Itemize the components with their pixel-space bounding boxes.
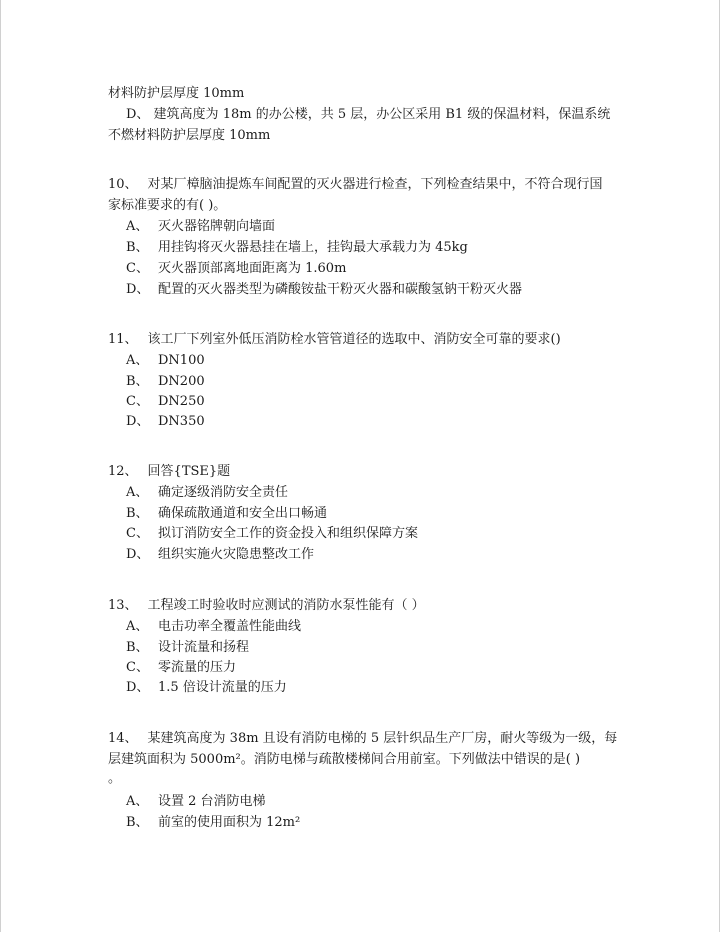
- question-10-option-a: [126, 218, 275, 236]
- option-text: 零流量的压力: [158, 660, 237, 675]
- option-letter: B、: [126, 240, 149, 255]
- question-10-option-c: [126, 260, 346, 278]
- question-stem: 工程竣工时验收时应测试的消防水泵性能有（ ）: [147, 598, 425, 613]
- question-12-option-a: [126, 484, 288, 502]
- option-letter: A、: [126, 794, 149, 809]
- option-letter: A、: [126, 485, 149, 500]
- option-text: 灭火器铭牌朝向墙面: [158, 219, 276, 234]
- option-text: 确定逐级消防安全责任: [158, 485, 289, 500]
- intro-line: 材料防护层厚度 10mm: [108, 86, 245, 101]
- option-letter: B、: [126, 640, 149, 655]
- question-14-option-b: [126, 814, 300, 832]
- option-text: 灭火器顶部离地面距离为 1.60m: [158, 261, 347, 276]
- question-stem: 回答{TSE}题: [147, 464, 231, 479]
- question-11-option-b: [126, 373, 205, 391]
- question-14-stem-line1: [108, 730, 617, 748]
- question-10-option-b: [126, 239, 468, 257]
- question-13-option-a: [126, 618, 301, 636]
- option-text: 电击功率全覆盖性能曲线: [158, 619, 302, 634]
- option-letter: A、: [126, 219, 149, 234]
- option-letter: C、: [126, 660, 149, 675]
- question-12-option-b: [126, 505, 327, 523]
- option-text: DN100: [158, 353, 205, 368]
- option-letter: A、: [126, 353, 149, 368]
- question-number: 12、: [108, 464, 138, 479]
- question-14-stem-line3: 。: [108, 771, 122, 786]
- option-text: 前室的使用面积为 12m²: [158, 815, 301, 830]
- question-11-option-d: [126, 413, 205, 431]
- option-letter: D、: [126, 680, 150, 695]
- question-number: 10、: [108, 177, 138, 192]
- option-letter: D、: [126, 547, 150, 562]
- question-number: 14、: [108, 731, 138, 746]
- option-text: 设置 2 台消防电梯: [158, 794, 266, 809]
- option-text: 设计流量和扬程: [158, 640, 250, 655]
- question-13-option-b: [126, 639, 249, 657]
- question-14-option-a: [126, 793, 266, 811]
- question-10-stem-line2: 家标准要求的有( )。: [108, 198, 227, 213]
- option-text: 组织实施火灾隐患整改工作: [158, 547, 315, 562]
- intro-option-d-line2: 不燃材料防护层厚度 10mm: [108, 128, 271, 143]
- option-text: 1.5 倍设计流量的压力: [158, 680, 287, 695]
- question-11-option-c: [126, 393, 205, 411]
- option-text: DN250: [158, 394, 205, 409]
- option-letter: B、: [126, 506, 149, 521]
- option-text: DN350: [158, 414, 205, 429]
- question-13-option-d: [126, 679, 287, 697]
- question-12-option-d: [126, 546, 314, 564]
- question-10-stem-line1: [108, 176, 603, 194]
- question-13-option-c: [126, 659, 236, 677]
- question-10-option-d: [126, 281, 522, 299]
- option-text: 确保疏散通道和安全出口畅通: [158, 506, 328, 521]
- question-12-option-c: [126, 525, 418, 543]
- option-letter: C、: [126, 526, 149, 541]
- question-stem: 对某厂樟脑油提炼车间配置的灭火器进行检查，下列检查结果中，不符合现行国: [147, 177, 603, 192]
- question-11-stem-line1: [108, 331, 561, 349]
- question-13-stem-line1: [108, 597, 425, 615]
- page-border-left: [0, 0, 1, 932]
- question-number: 11、: [108, 332, 138, 347]
- question-stem: 某建筑高度为 38m 且设有消防电梯的 5 层针织品生产厂房，耐火等级为一级，每: [147, 731, 618, 746]
- question-number: 13、: [108, 598, 138, 613]
- option-letter: A、: [126, 619, 149, 634]
- option-text: 用挂钩将灭火器悬挂在墙上，挂钩最大承载力为 45kg: [158, 240, 468, 255]
- question-12-stem-line1: [108, 463, 230, 481]
- option-letter: B、: [126, 374, 149, 389]
- intro-option-d-line1: D、 建筑高度为 18m 的办公楼，共 5 层，办公区采用 B1 级的保温材料，保温系统: [126, 107, 611, 122]
- question-14-stem-line2: 层建筑面积为 5000m²。消防电梯与疏散楼梯间合用前室。下列做法中错误的是( ): [108, 752, 581, 767]
- option-text: DN200: [158, 374, 205, 389]
- question-11-option-a: [126, 352, 205, 370]
- question-stem: 该工厂下列室外低压消防栓水管管道径的选取中、消防安全可靠的要求(): [147, 332, 561, 347]
- option-letter: C、: [126, 261, 149, 276]
- option-text: 配置的灭火器类型为磷酸铵盐干粉灭火器和碳酸氢钠干粉灭火器: [158, 282, 523, 297]
- option-letter: D、: [126, 282, 150, 297]
- option-letter: C、: [126, 394, 149, 409]
- option-letter: D、: [126, 414, 150, 429]
- option-letter: B、: [126, 815, 149, 830]
- option-text: 拟订消防安全工作的资金投入和组织保障方案: [158, 526, 419, 541]
